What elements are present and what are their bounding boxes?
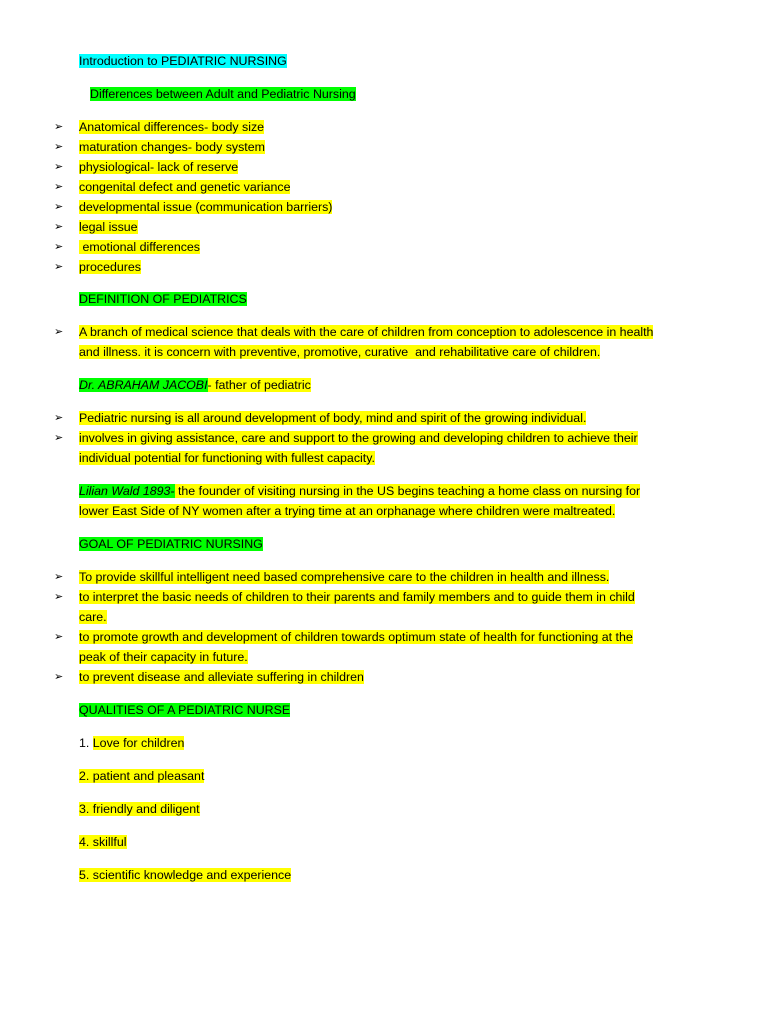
jacobi-name: Dr. ABRAHAM JACOBI [79, 378, 208, 392]
goal-bullet-4: to prevent disease and alleviate suffering in children [79, 670, 364, 684]
wald-name: Lilian Wald 1893- [79, 484, 175, 498]
wald-line-1: Lilian Wald 1893- the founder of visiting nursing in the US begins teaching a home class on nursing for [79, 484, 641, 498]
bullet-arrow-icon: ➢ [54, 261, 64, 273]
list-item: legal issue [79, 220, 138, 234]
wald-line-2: lower East Side of NY women after a trying time at an orphanage where children were maltreated. [79, 504, 616, 518]
quality-item-4: 4. skillful [79, 835, 127, 849]
jacobi-line [79, 378, 311, 393]
goal-heading: GOAL OF PEDIATRIC NURSING [79, 537, 263, 551]
list-item: congenital defect and genetic variance [79, 180, 291, 194]
bullet-arrow-icon: ➢ [54, 412, 64, 424]
list-item: maturation changes- body system [79, 140, 265, 154]
bullet-arrow-icon: ➢ [54, 141, 64, 153]
bullet-arrow-icon: ➢ [54, 161, 64, 173]
goal-bullet-2-line-2: care. [79, 610, 107, 624]
goal-bullet-3-line-2: peak of their capacity in future. [79, 650, 248, 664]
goal-bullet-3-line-1: to promote growth and development of children towards optimum state of health for functioning at the [79, 630, 633, 644]
document-subtitle: Differences between Adult and Pediatric Nursing [90, 87, 356, 101]
bullet-arrow-icon: ➢ [54, 591, 64, 603]
definition-line-1: A branch of medical science that deals with the care of children from conception to adolescence in health [79, 325, 654, 339]
bullet-arrow-icon: ➢ [54, 432, 64, 444]
bullet-arrow-icon: ➢ [54, 241, 64, 253]
goal-bullet-1: To provide skillful intelligent need based comprehensive care to the children in health and illness. [79, 570, 610, 584]
list-item: physiological- lack of reserve [79, 160, 239, 174]
pediatric-nursing-bullet-2-line-2: individual potential for functioning with fullest capacity. [79, 451, 375, 465]
bullet-arrow-icon: ➢ [54, 181, 64, 193]
bullet-arrow-icon: ➢ [54, 201, 64, 213]
document-title: Introduction to PEDIATRIC NURSING [79, 54, 287, 68]
pediatric-nursing-bullet-1: Pediatric nursing is all around development of body, mind and spirit of the growing individual. [79, 411, 587, 425]
bullet-arrow-icon: ➢ [54, 326, 64, 338]
quality-item-3: 3. friendly and diligent [79, 802, 200, 816]
jacobi-text: - father of pediatric [207, 378, 311, 392]
quality-item-2: 2. patient and pleasant [79, 769, 205, 783]
qualities-heading: QUALITIES OF A PEDIATRIC NURSE [79, 703, 291, 717]
bullet-arrow-icon: ➢ [54, 671, 64, 683]
goal-bullet-2-line-1: to interpret the basic needs of children to their parents and family members and to guide them in child [79, 590, 635, 604]
list-item: procedures [79, 260, 141, 274]
list-item: developmental issue (communication barriers) [79, 200, 333, 214]
definition-heading: DEFINITION OF PEDIATRICS [79, 292, 247, 306]
bullet-arrow-icon: ➢ [54, 631, 64, 643]
pediatric-nursing-bullet-2-line-1: involves in giving assistance, care and support to the growing and developing children to achieve their [79, 431, 638, 445]
list-item: Anatomical differences- body size [79, 120, 265, 134]
quality-item-1: 1. Love for children [79, 736, 185, 750]
bullet-arrow-icon: ➢ [54, 221, 64, 233]
list-item: emotional differences [79, 240, 200, 254]
bullet-arrow-icon: ➢ [54, 571, 64, 583]
definition-line-2: and illness. it is concern with preventive, promotive, curative and rehabilitative care of children. [79, 345, 601, 359]
quality-item-5: 5. scientific knowledge and experience [79, 868, 292, 882]
bullet-arrow-icon: ➢ [54, 121, 64, 133]
